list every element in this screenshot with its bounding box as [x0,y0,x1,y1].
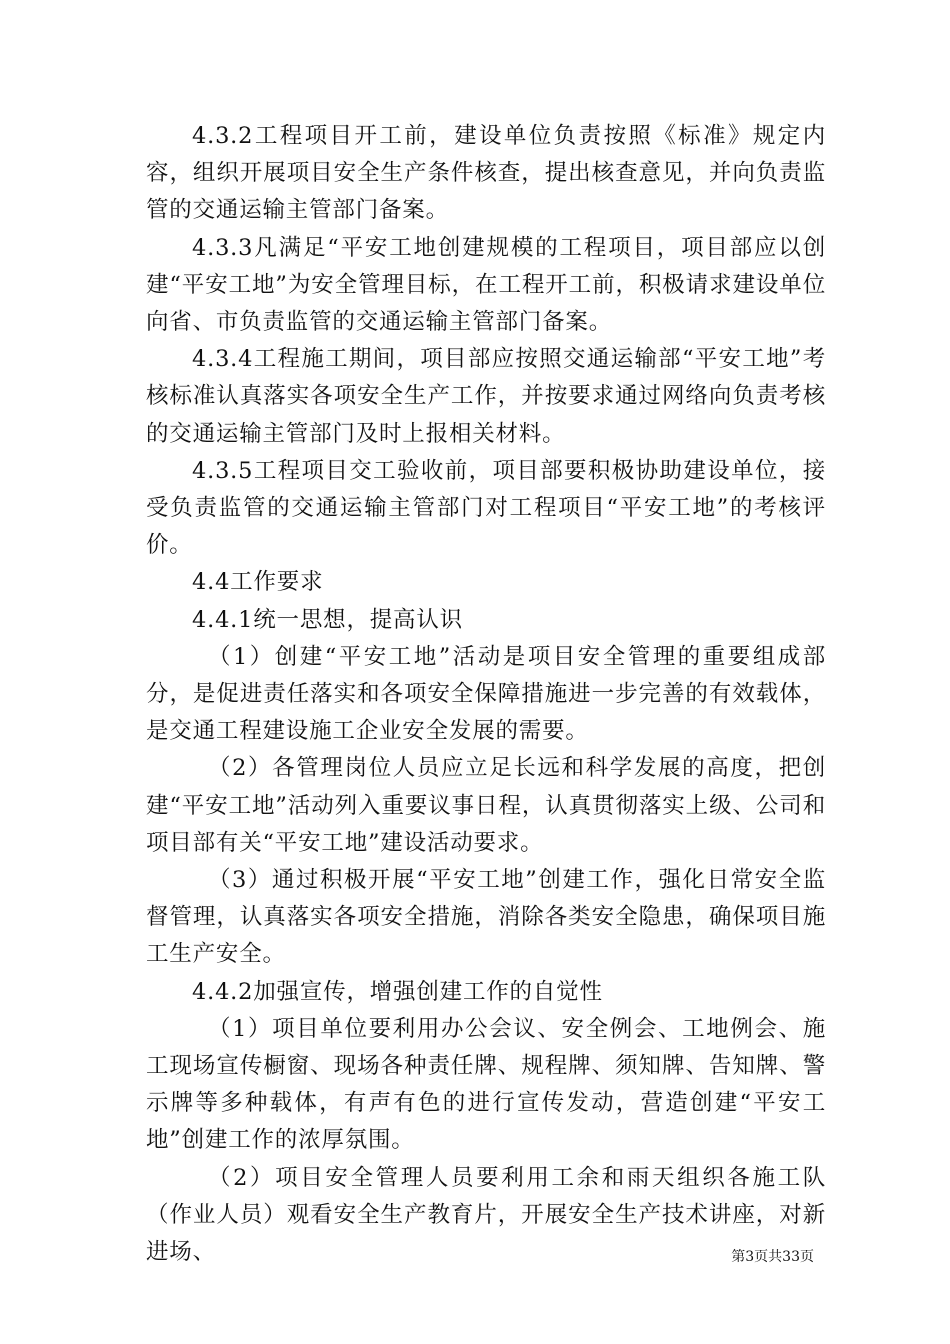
section-heading-4-4: 4.4工作要求 [192,569,324,596]
page-number-footer: 第3页共33页 [731,1249,814,1265]
paragraph-4-4-1-item-1: （1）创建“平安工地”活动是项目安全管理的重要组成部分，是促进责任落实和各项安全保障措施进一步完善的有效载体，是交通工程建设施工企业安全发展的需要。 [146,643,826,745]
paragraph-4-3-2: 4.3.2工程项目开工前，建设单位负责按照《标准》规定内容，组织开展项目安全生产条件核查，提出核查意见，并向负责监管的交通运输主管部门备案。 [146,123,826,224]
document-body [146,118,826,1271]
section-heading-4-4-2: 4.4.2加强宣传，增强创建工作的自觉性 [192,978,603,1005]
paragraph-4-3-3: 4.3.3凡满足“平安工地创建规模的工程项目，项目部应以创建“平安工地”为安全管理目标，在工程开工前，积极请求建设单位向省、市负责监管的交通运输主管部门备案。 [146,234,826,336]
paragraph-4-4-1-item-2: （2）各管理岗位人员应立足长远和科学发展的高度，把创建“平安工地”活动列入重要议事日程，认真贯彻落实上级、公司和项目部有关“平安工地”建设活动要求。 [146,755,826,856]
paragraph-4-3-4: 4.3.4工程施工期间，项目部应按照交通运输部“平安工地”考核标准认真落实各项安全生产工作，并按要求通过网络向负责考核的交通运输主管部门及时上报相关材料。 [146,346,826,447]
paragraph-4-4-1-item-3: （3）通过积极开展“平安工地”创建工作，强化日常安全监督管理，认真落实各项安全措施，消除各类安全隐患，确保项目施工生产安全。 [146,867,826,968]
paragraph-4-3-5: 4.3.5工程项目交工验收前，项目部要积极协助建设单位，接受负责监管的交通运输主管部门对工程项目“平安工地”的考核评价。 [146,457,826,559]
paragraph-4-4-2-item-2: （2）项目安全管理人员要利用工余和雨天组织各施工队（作业人员）观看安全生产教育片，开展安全生产技术讲座，对新进场、 [146,1164,826,1266]
section-heading-4-4-1: 4.4.1统一思想，提高认识 [192,606,463,633]
paragraph-4-4-2-item-1: （1）项目单位要利用办公会议、安全例会、工地例会、施工现场宣传橱窗、现场各种责任牌、规程牌、须知牌、告知牌、警示牌等多种载体，有声有色的进行宣传发动，营造创建“平安工地”创建工作的浓厚氛围。 [146,1015,826,1154]
